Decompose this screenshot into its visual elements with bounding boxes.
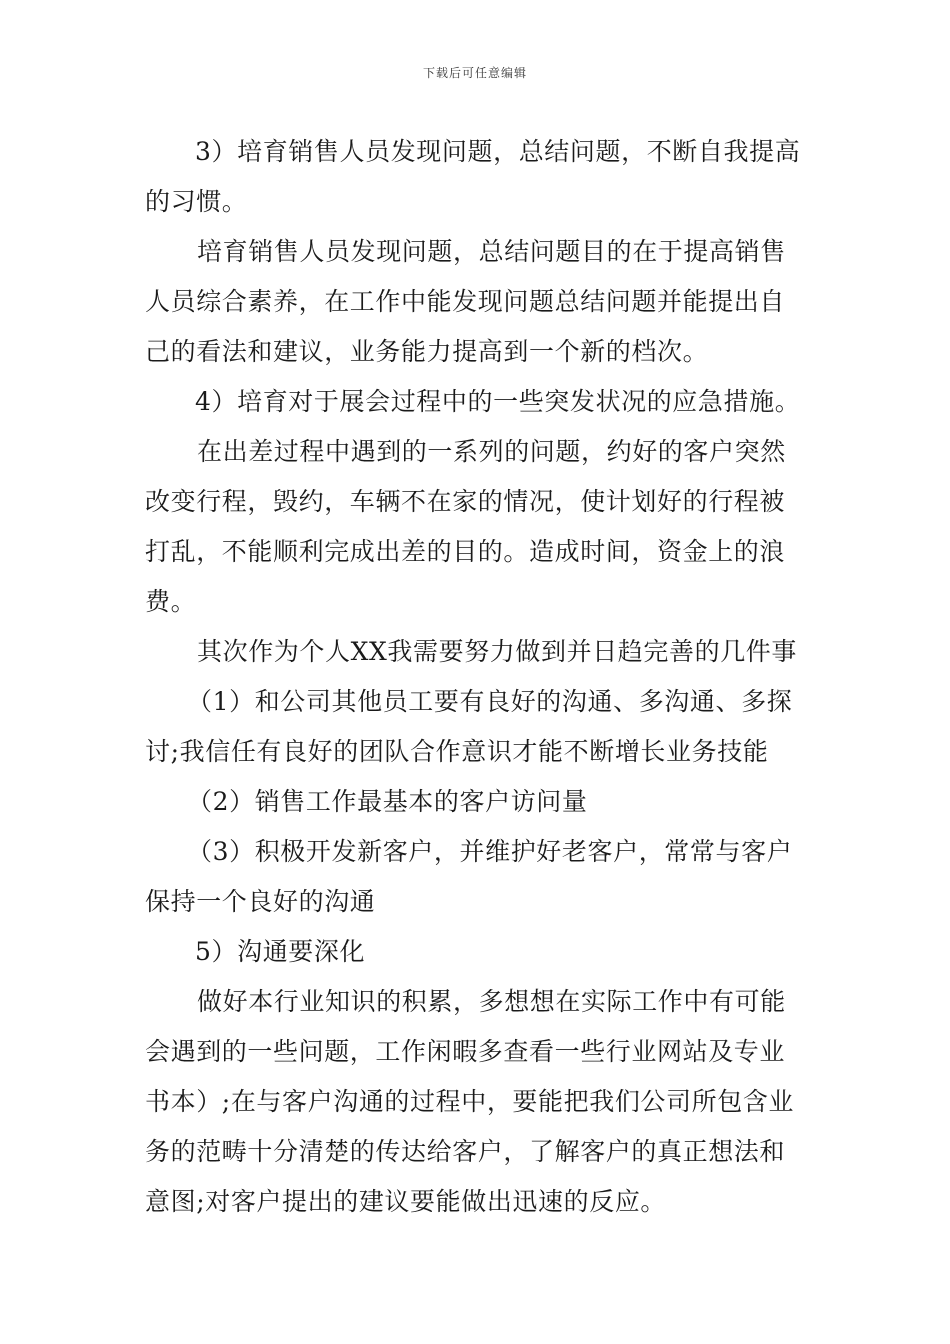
text-line: 费。 [145, 587, 197, 616]
text-line: 己的看法和建议，业务能力提高到一个新的档次。 [145, 337, 709, 366]
text-line: 意图;对客户提出的建议要能做出迅速的反应。 [145, 1187, 667, 1216]
text-line: 其次作为个人XX我需要努力做到并日趋完善的几件事 [197, 637, 797, 666]
text-line: 4）培育对于展会过程中的一些突发状况的应急措施。 [195, 387, 801, 416]
text-line: 改变行程，毁约，车辆不在家的情况，使计划好的行程被 [145, 487, 786, 516]
text-line: 做好本行业知识的积累，多想想在实际工作中有可能 [197, 987, 786, 1016]
text-line: 打乱，不能顺利完成出差的目的。造成时间，资金上的浪 [145, 537, 786, 566]
text-line: 培育销售人员发现问题，总结问题目的在于提高销售 [197, 237, 786, 266]
text-line: 3）培育销售人员发现问题，总结问题，不断自我提高 [195, 137, 801, 166]
text-line: 5）沟通要深化 [195, 937, 366, 966]
text-line: （3）积极开发新客户，并维护好老客户，常常与客户 [187, 837, 793, 866]
text-line: 的习惯。 [145, 187, 248, 216]
text-line: （1）和公司其他员工要有良好的沟通、多沟通、多探 [187, 687, 793, 716]
text-line: 会遇到的一些问题，工作闲暇多查看一些行业网站及专业 [145, 1037, 786, 1066]
text-line: （2）销售工作最基本的客户访问量 [187, 787, 588, 816]
text-line: 人员综合素养，在工作中能发现问题总结问题并能提出自 [145, 287, 786, 316]
text-line: 务的范畴十分清楚的传达给客户，了解客户的真正想法和 [145, 1137, 786, 1166]
document-body [145, 127, 810, 1227]
header-note: 下载后可任意编辑 [422, 66, 527, 80]
text-line: 保持一个良好的沟通 [145, 887, 376, 916]
text-line: 在出差过程中遇到的一系列的问题，约好的客户突然 [197, 437, 786, 466]
text-line: 讨;我信任有良好的团队合作意识才能不断增长业务技能 [145, 737, 769, 766]
text-line: 书本）;在与客户沟通的过程中，要能把我们公司所包含业 [145, 1087, 795, 1116]
